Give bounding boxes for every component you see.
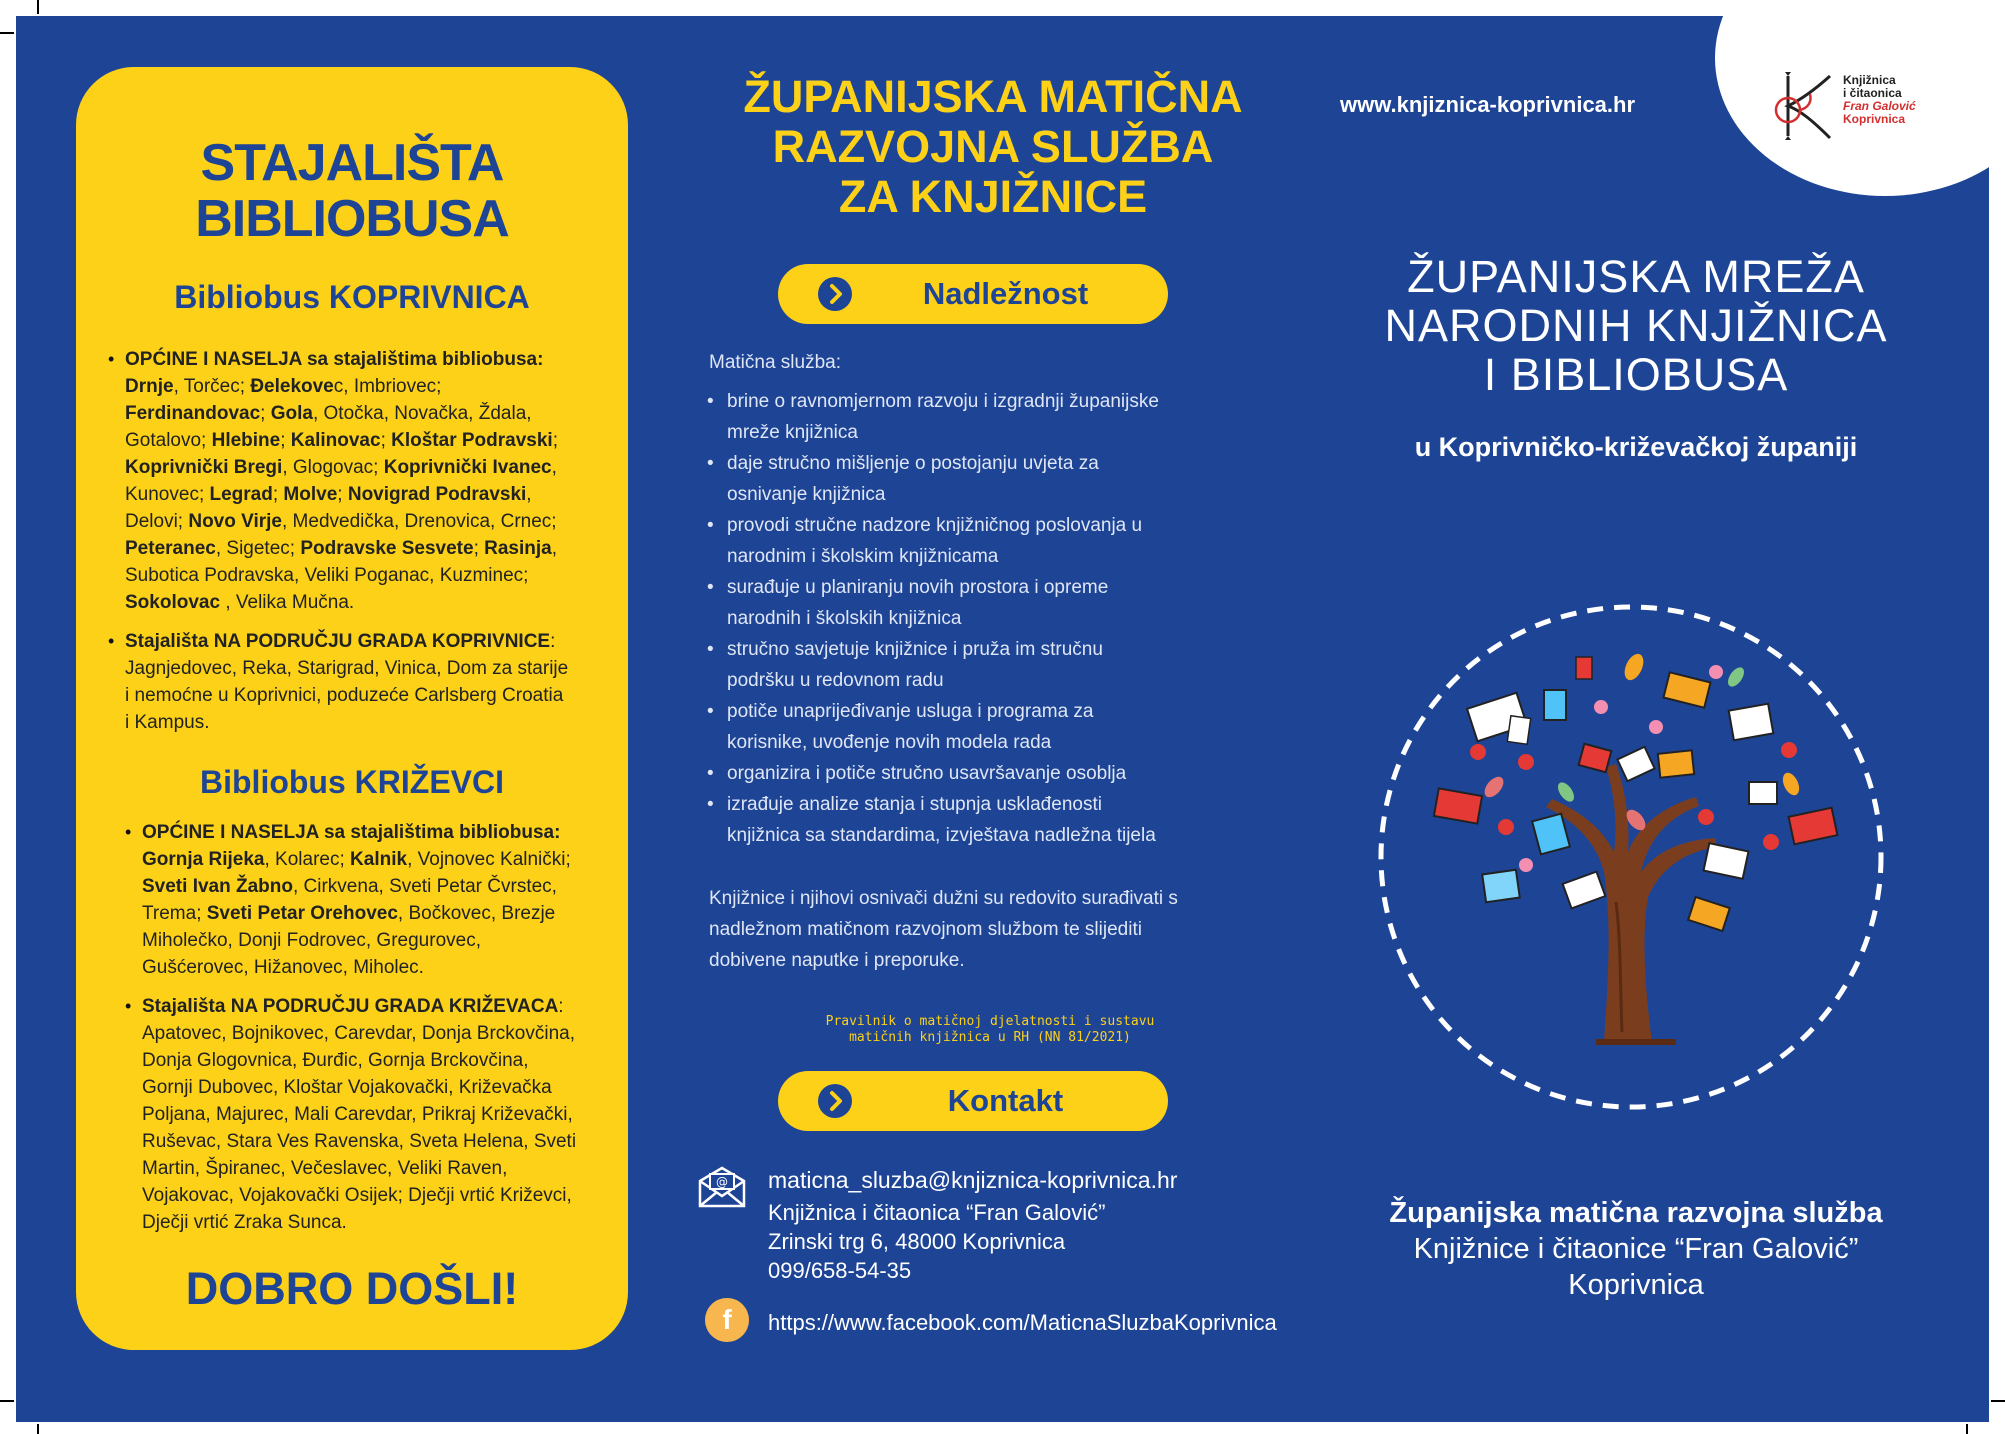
krizevci-list: [142, 819, 612, 1236]
phone-number: 099/658-54-35: [768, 1258, 912, 1283]
list-line: surađuje u planiranju novih prostora i opreme: [727, 577, 1109, 598]
service-title-line: ZA KNJIŽNICE: [838, 171, 1148, 222]
list-line: Drnje, Torčec; Đelekovec, Imbriovec;: [125, 376, 442, 397]
list-item: [142, 819, 612, 981]
list-line: brine o ravnomjernom razvoju i izgradnji županijske: [727, 391, 1159, 412]
network-title: [1318, 252, 1954, 399]
duties-intro: Matična služba:: [709, 352, 842, 373]
list-line: narodnim i školskim knjižnicama: [727, 546, 999, 567]
service-title: [683, 72, 1303, 222]
county-subtitle: u Koprivničko-križevačkoj županiji: [1414, 432, 1858, 462]
book-tree-illustration: [1376, 602, 1886, 1112]
address-block: [768, 1198, 1105, 1285]
list-item-intro: OPĆINE I NASELJA sa stajalištima bibliobusa:: [125, 349, 544, 370]
library-logo-icon: [1770, 72, 1840, 147]
list-item: • Stajališta NA PODRUČJU GRADA KRIŽEVACA: Apatovec, Bojnikovec, Carevdar, Donja Brckovčina, Donja Glogovnica, Đurđic, Gornja Brckovčina, Gornji Dubovec, Kloštar Vojakovački, Križevačka Poljana, Majurec, Mali Carevdar, Prikraj Križevački, Ruševac, Stara Ves Ravenska, Sveta Helena, Sveti Martin, Špiranec, Večeslavec, Veliki Raven, Vojakovac, Vojakovački Osijek; Dječji vrtić Križevci, Dječji vrtić Zraka Sunca.: [142, 993, 612, 1236]
nadleznost-label: Nadležnost: [922, 276, 1089, 311]
logo-line: i čitaonica: [1843, 86, 1902, 100]
network-title-line: NARODNIH KNJIŽNICA: [1384, 300, 1888, 351]
panel-title-line: BIBLIOBUSA: [195, 190, 509, 248]
list-line: mreže knjižnica: [727, 422, 858, 443]
koprivnica-heading: Bibliobus KOPRIVNICA: [174, 279, 530, 315]
service-title-line: RAZVOJNA SLUŽBA: [772, 121, 1214, 172]
list-line: korisnike, uvođenje novih modela rada: [727, 732, 1052, 753]
list-line: Poljana, Majurec, Mali Carevdar, Prikraj Križevački,: [142, 1104, 573, 1125]
list-line: stručno savjetuje knjižnice i pruža im stručnu: [727, 639, 1103, 660]
website-link[interactable]: www.knjiznica-koprivnica.hr: [1340, 92, 1636, 117]
chevron-right-icon: [818, 277, 852, 311]
list-line: provodi stručne nadzore knjižničnog poslovanja u: [727, 515, 1143, 536]
list-line: Jagnjedovec, Reka, Starigrad, Vinica, Dom za starije: [125, 658, 569, 679]
list-line: knjižnica sa standardima, izvještava nadležna tijela: [727, 825, 1156, 846]
signature-line: Županijska matična razvojna služba: [1389, 1197, 1883, 1229]
list-line: Ferdinandovac; Gola, Otočka, Novačka, Ždala,: [125, 403, 532, 424]
email-link[interactable]: maticna_sluzba@knjiznica-koprivnica.hr: [768, 1167, 1178, 1193]
list-line: Gornja Rijeka, Kolarec; Kalnik, Vojnovec Kalnički;: [142, 849, 571, 870]
email-icon: [697, 1165, 747, 1214]
bus-stops-panel: [76, 67, 628, 1350]
chevron-right-icon: [818, 1084, 852, 1118]
list-line: Dječji vrtić Zraka Sunca.: [142, 1212, 347, 1233]
closing-line: Knjižnice i njihovi osnivači dužni su redovito surađivati s: [709, 888, 1178, 909]
list-line: Gornji Dubovec, Kloštar Vojakovački, Križevačka: [142, 1077, 552, 1098]
list-item-intro: Stajališta NA PODRUČJU GRADA KOPRIVNICE: [125, 631, 551, 652]
signature-line: Koprivnica: [1568, 1269, 1704, 1301]
list-line: Gotalovo; Hlebine; Kalinovac; Kloštar Podravski;: [125, 430, 558, 451]
list-line: osnivanje knjižnica: [727, 484, 886, 505]
network-title-line: I BIBLIOBUSA: [1483, 349, 1789, 400]
address-line: Zrinski trg 6, 48000 Koprivnica: [768, 1229, 1066, 1254]
signature-line: Knjižnice i čitaonice “Fran Galović”: [1413, 1233, 1859, 1265]
list-item: [727, 758, 1227, 789]
list-item: [727, 572, 1227, 634]
crop-mark: [37, 0, 39, 14]
krizevci-heading: Bibliobus KRIŽEVCI: [200, 764, 504, 800]
list-item: [125, 346, 605, 616]
service-title-line: ŽUPANIJSKA MATIČNA: [743, 71, 1243, 122]
crop-mark: [0, 1400, 14, 1402]
facebook-icon[interactable]: f: [705, 1298, 749, 1342]
panel-title: [76, 135, 628, 247]
list-line: Trema; Sveti Petar Orehovec, Bočkovec, Brezje: [142, 903, 556, 924]
list-item: [727, 448, 1227, 510]
closing-line: nadležnom matičnom razvojnom službom te slijediti: [709, 919, 1142, 940]
list-line: organizira i potiče stručno usavršavanje osoblja: [727, 763, 1127, 784]
closing-note: [709, 883, 1178, 976]
list-line: Donja Glogovnica, Đurđic, Gornja Brckovčina,: [142, 1050, 529, 1071]
legal-reference: [800, 1014, 1180, 1046]
list-line: izrađuje analize stanja i stupnja usklađenosti: [727, 794, 1102, 815]
welcome-text: DOBRO DOŠLI!: [185, 1263, 519, 1314]
legal-line: Pravilnik o matičnoj djelatnosti i sustavu: [825, 1014, 1155, 1029]
list-line: narodnih i školskih knjižnica: [727, 608, 962, 629]
list-line: Vojakovac, Vojakovački Osijek; Dječji vrtić Križevci,: [142, 1185, 572, 1206]
panel-title-line: STAJALIŠTA: [200, 134, 504, 192]
closing-line: dobivene naputke i preporuke.: [709, 950, 965, 971]
list-item-intro: Stajališta NA PODRUČJU GRADA KRIŽEVACA: [142, 996, 559, 1017]
list-item: [727, 386, 1227, 448]
list-line: Subotica Podravska, Veliki Poganac, Kuzminec;: [125, 565, 529, 586]
list-line: Apatovec, Bojnikovec, Carevdar, Donja Brckovčina,: [142, 1023, 575, 1044]
nadleznost-button[interactable]: [778, 264, 1168, 324]
list-item: • Stajališta NA PODRUČJU GRADA KOPRIVNICE: Jagnjedovec, Reka, Starigrad, Vinica, Dom za starije i nemoćne u Koprivnici, poduzeće Carlsberg Croatia i Kampus.: [125, 628, 605, 736]
address-line: Knjižnica i čitaonica “Fran Galović”: [768, 1200, 1106, 1225]
list-line: Kunovec; Legrad; Molve; Novigrad Podravski,: [125, 484, 532, 505]
list-line: daje stručno mišljenje o postojanju uvjeta za: [727, 453, 1099, 474]
list-line: Gušćerovec, Hižanovec, Miholec.: [142, 957, 424, 978]
list-line: Sveti Ivan Žabno, Cirkvena, Sveti Petar Čvrstec,: [142, 876, 557, 897]
koprivnica-list: [125, 346, 605, 736]
kontakt-button[interactable]: [778, 1071, 1168, 1131]
list-line: Delovi; Novo Virje, Medvedička, Drenovica, Crnec;: [125, 511, 557, 532]
svg-text:@: @: [716, 1175, 728, 1189]
list-item: [727, 510, 1227, 572]
service-signature: [1318, 1195, 1954, 1303]
duties-list: [727, 386, 1227, 851]
list-line: podršku u redovnom radu: [727, 670, 944, 691]
list-line: Peteranec, Sigetec; Podravske Sesvete; Rasinja,: [125, 538, 558, 559]
list-line: Sokolovac , Velika Mučna.: [125, 592, 355, 613]
list-line: i nemoćne u Koprivnici, poduzeće Carlsberg Croatia: [125, 685, 564, 706]
list-line: i Kampus.: [125, 712, 210, 733]
facebook-link[interactable]: https://www.facebook.com/MaticnaSluzbaKoprivnica: [768, 1310, 1277, 1335]
crop-mark: [0, 32, 14, 34]
list-item: [727, 696, 1227, 758]
list-item-intro: OPĆINE I NASELJA sa stajalištima bibliobusa:: [142, 822, 561, 843]
crop-mark: [1991, 1400, 2005, 1402]
network-title-line: ŽUPANIJSKA MREŽA: [1407, 251, 1865, 302]
library-logo-text: [1843, 74, 1916, 126]
list-item: [727, 789, 1227, 851]
crop-mark: [1966, 1424, 1968, 1434]
list-line: Martin, Špiranec, Večeslavec, Veliki Raven,: [142, 1158, 508, 1179]
logo-line: Koprivnica: [1843, 112, 1906, 126]
list-item: [727, 634, 1227, 696]
kontakt-label: Kontakt: [947, 1083, 1064, 1118]
legal-line: matičnih knjižnica u RH (NN 81/2021): [849, 1030, 1131, 1045]
crop-mark: [37, 1424, 39, 1434]
logo-line: Fran Galović: [1843, 99, 1916, 113]
list-line: Miholečko, Donji Fodrovec, Gregurovec,: [142, 930, 481, 951]
logo-line: Knjižnica: [1843, 73, 1896, 87]
list-line: Ruševac, Stara Ves Ravenska, Sveta Helena, Sveti: [142, 1131, 577, 1152]
list-line: potiče unaprijeđivanje usluga i programa za: [727, 701, 1094, 722]
list-line: Koprivnički Bregi, Glogovac; Koprivnički Ivanec,: [125, 457, 557, 478]
